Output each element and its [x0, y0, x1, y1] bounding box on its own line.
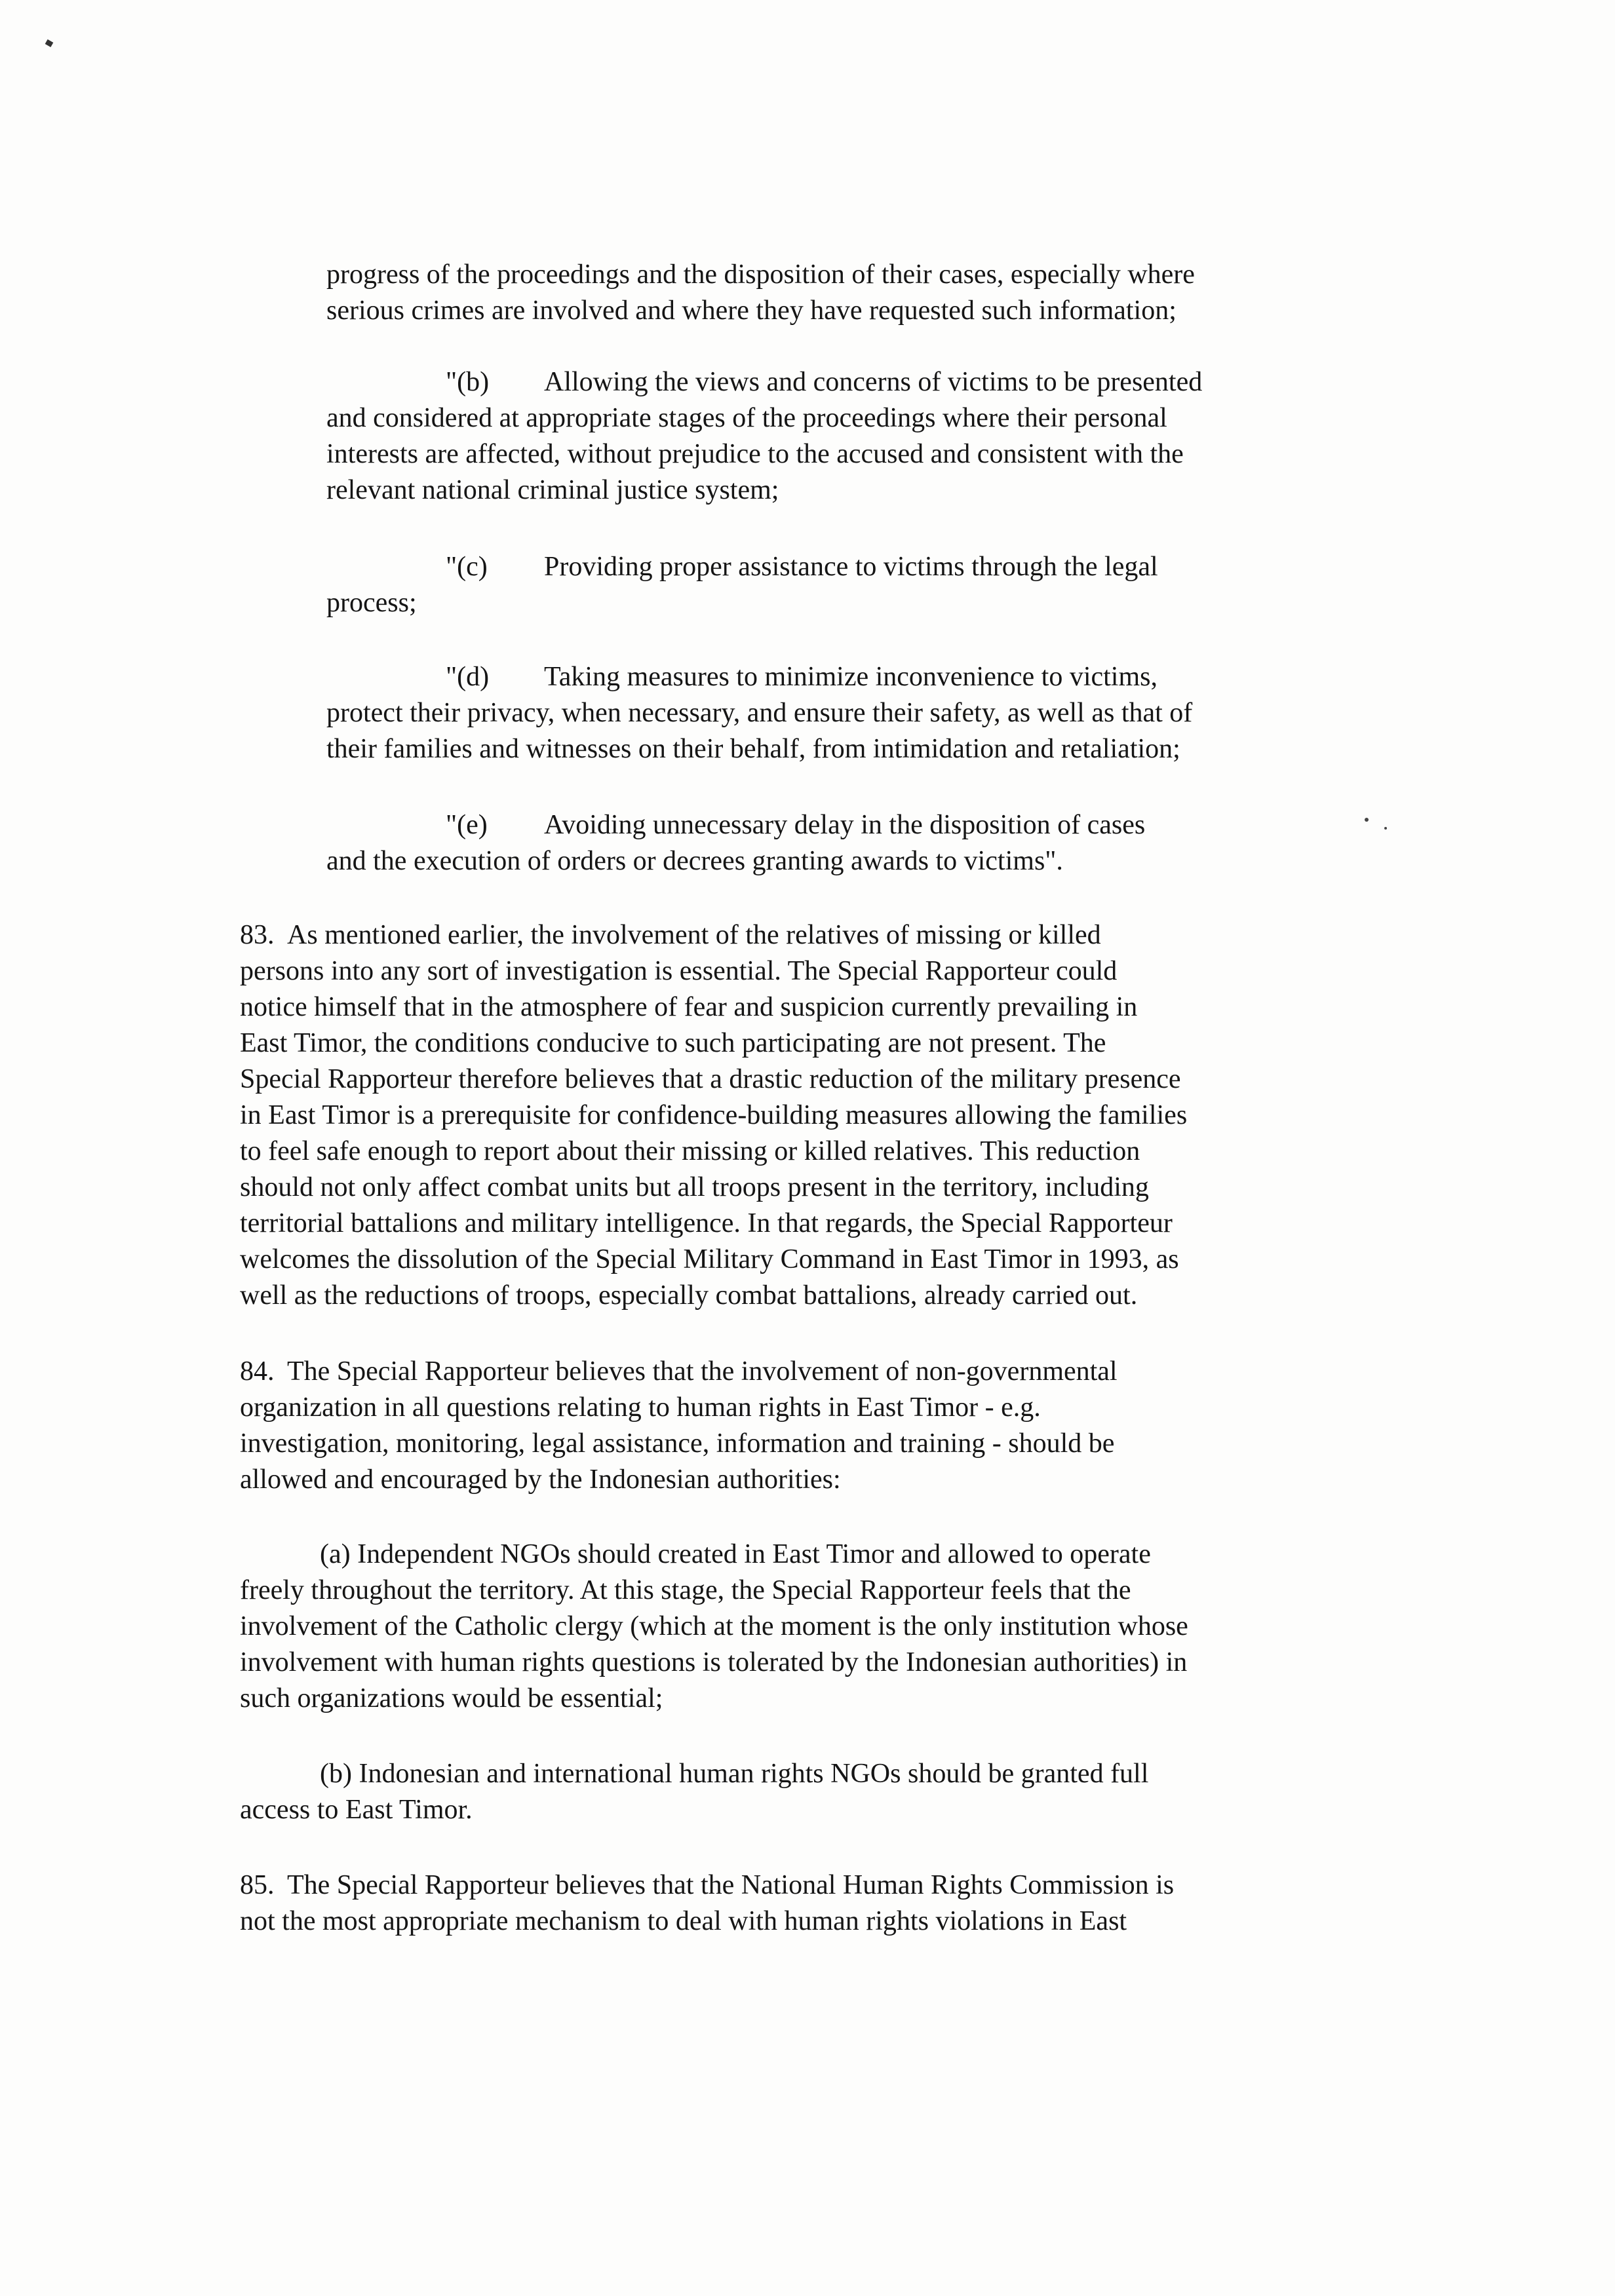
text-line: relevant national criminal justice system; [326, 475, 779, 505]
text-line: investigation, monitoring, legal assistance, information and training - should be [240, 1428, 1115, 1459]
text-line: and the execution of orders or decrees granting awards to victims". [326, 846, 1063, 876]
text-line: to feel safe enough to report about their missing or killed relatives. This reduction [240, 1136, 1140, 1166]
text-line: and considered at appropriate stages of the proceedings where their personal [326, 403, 1167, 433]
item-label: "(c) [446, 552, 488, 582]
text-line: involvement with human rights questions is tolerated by the Indonesian authorities) in [240, 1647, 1188, 1677]
text-line: well as the reductions of troops, especially combat battalions, already carried out. [240, 1280, 1138, 1311]
text-line: welcomes the dissolution of the Special Military Command in East Timor in 1993, as [240, 1244, 1179, 1274]
text-line: interests are affected, without prejudice to the accused and consistent with the [326, 439, 1184, 469]
item-label: "(b) [446, 367, 490, 397]
text-line: Avoiding unnecessary delay in the disposition of cases [544, 810, 1146, 840]
text-line: not the most appropriate mechanism to deal with human rights violations in East [240, 1906, 1127, 1936]
text-line: Providing proper assistance to victims through the legal [544, 552, 1158, 582]
text-line: Special Rapporteur therefore believes that a drastic reduction of the military presence [240, 1064, 1181, 1094]
text-line: notice himself that in the atmosphere of fear and suspicion currently prevailing in [240, 992, 1138, 1022]
paragraph-83 [240, 917, 1101, 953]
text-line: their families and witnesses on their behalf, from intimidation and retaliation; [326, 734, 1180, 764]
text-line: such organizations would be essential; [240, 1683, 663, 1713]
text-line: East Timor, the conditions conducive to such participating are not present. The [240, 1028, 1106, 1058]
paragraph-number: 83. [240, 920, 275, 950]
paragraph-number: 85. [240, 1870, 275, 1900]
text-line: progress of the proceedings and the disposition of their cases, especially where [326, 259, 1195, 290]
text-line: involvement of the Catholic clergy (which at the moment is the only institution whose [240, 1611, 1188, 1641]
text-line: protect their privacy, when necessary, and ensure their safety, as well as that of [326, 698, 1193, 728]
text-line: in East Timor is a prerequisite for confidence-building measures allowing the families [240, 1100, 1188, 1130]
text-line: The Special Rapporteur believes that the National Human Rights Commission is [287, 1870, 1175, 1900]
paragraph-85 [240, 1867, 1174, 1904]
text-line: (a) Independent NGOs should created in East Timor and allowed to operate [320, 1539, 1151, 1569]
item-e [446, 807, 1145, 843]
scan-mark [45, 39, 54, 47]
item-d [446, 659, 1158, 695]
item-c [446, 549, 1158, 585]
item-label: "(d) [446, 662, 490, 692]
scan-dot [1384, 827, 1387, 830]
text-line: The Special Rapporteur believes that the involvement of non-governmental [287, 1356, 1118, 1387]
text-line: Taking measures to minimize inconvenience to victims, [544, 662, 1158, 692]
scan-dot [1365, 818, 1369, 822]
text-line: Allowing the views and concerns of victims to be presented [544, 367, 1203, 397]
text-line: allowed and encouraged by the Indonesian authorities: [240, 1464, 841, 1495]
text-line: organization in all questions relating to human rights in East Timor - e.g. [240, 1392, 1041, 1423]
item-b [446, 364, 1202, 400]
text-line: persons into any sort of investigation is essential. The Special Rapporteur could [240, 956, 1118, 986]
text-line: territorial battalions and military intelligence. In that regards, the Special Rapporteur [240, 1208, 1173, 1238]
text-line: should not only affect combat units but all troops present in the territory, including [240, 1172, 1149, 1202]
text-line: freely throughout the territory. At this stage, the Special Rapporteur feels that the [240, 1575, 1131, 1605]
item-label: "(e) [446, 810, 488, 840]
paragraph-84 [240, 1354, 1118, 1390]
text-line: serious crimes are involved and where they have requested such information; [326, 296, 1177, 326]
text-line: As mentioned earlier, the involvement of the relatives of missing or killed [287, 920, 1101, 950]
text-line: (b) Indonesian and international human rights NGOs should be granted full [320, 1759, 1149, 1789]
paragraph-number: 84. [240, 1356, 275, 1387]
text-line: process; [326, 588, 417, 618]
text-line: access to East Timor. [240, 1795, 473, 1825]
